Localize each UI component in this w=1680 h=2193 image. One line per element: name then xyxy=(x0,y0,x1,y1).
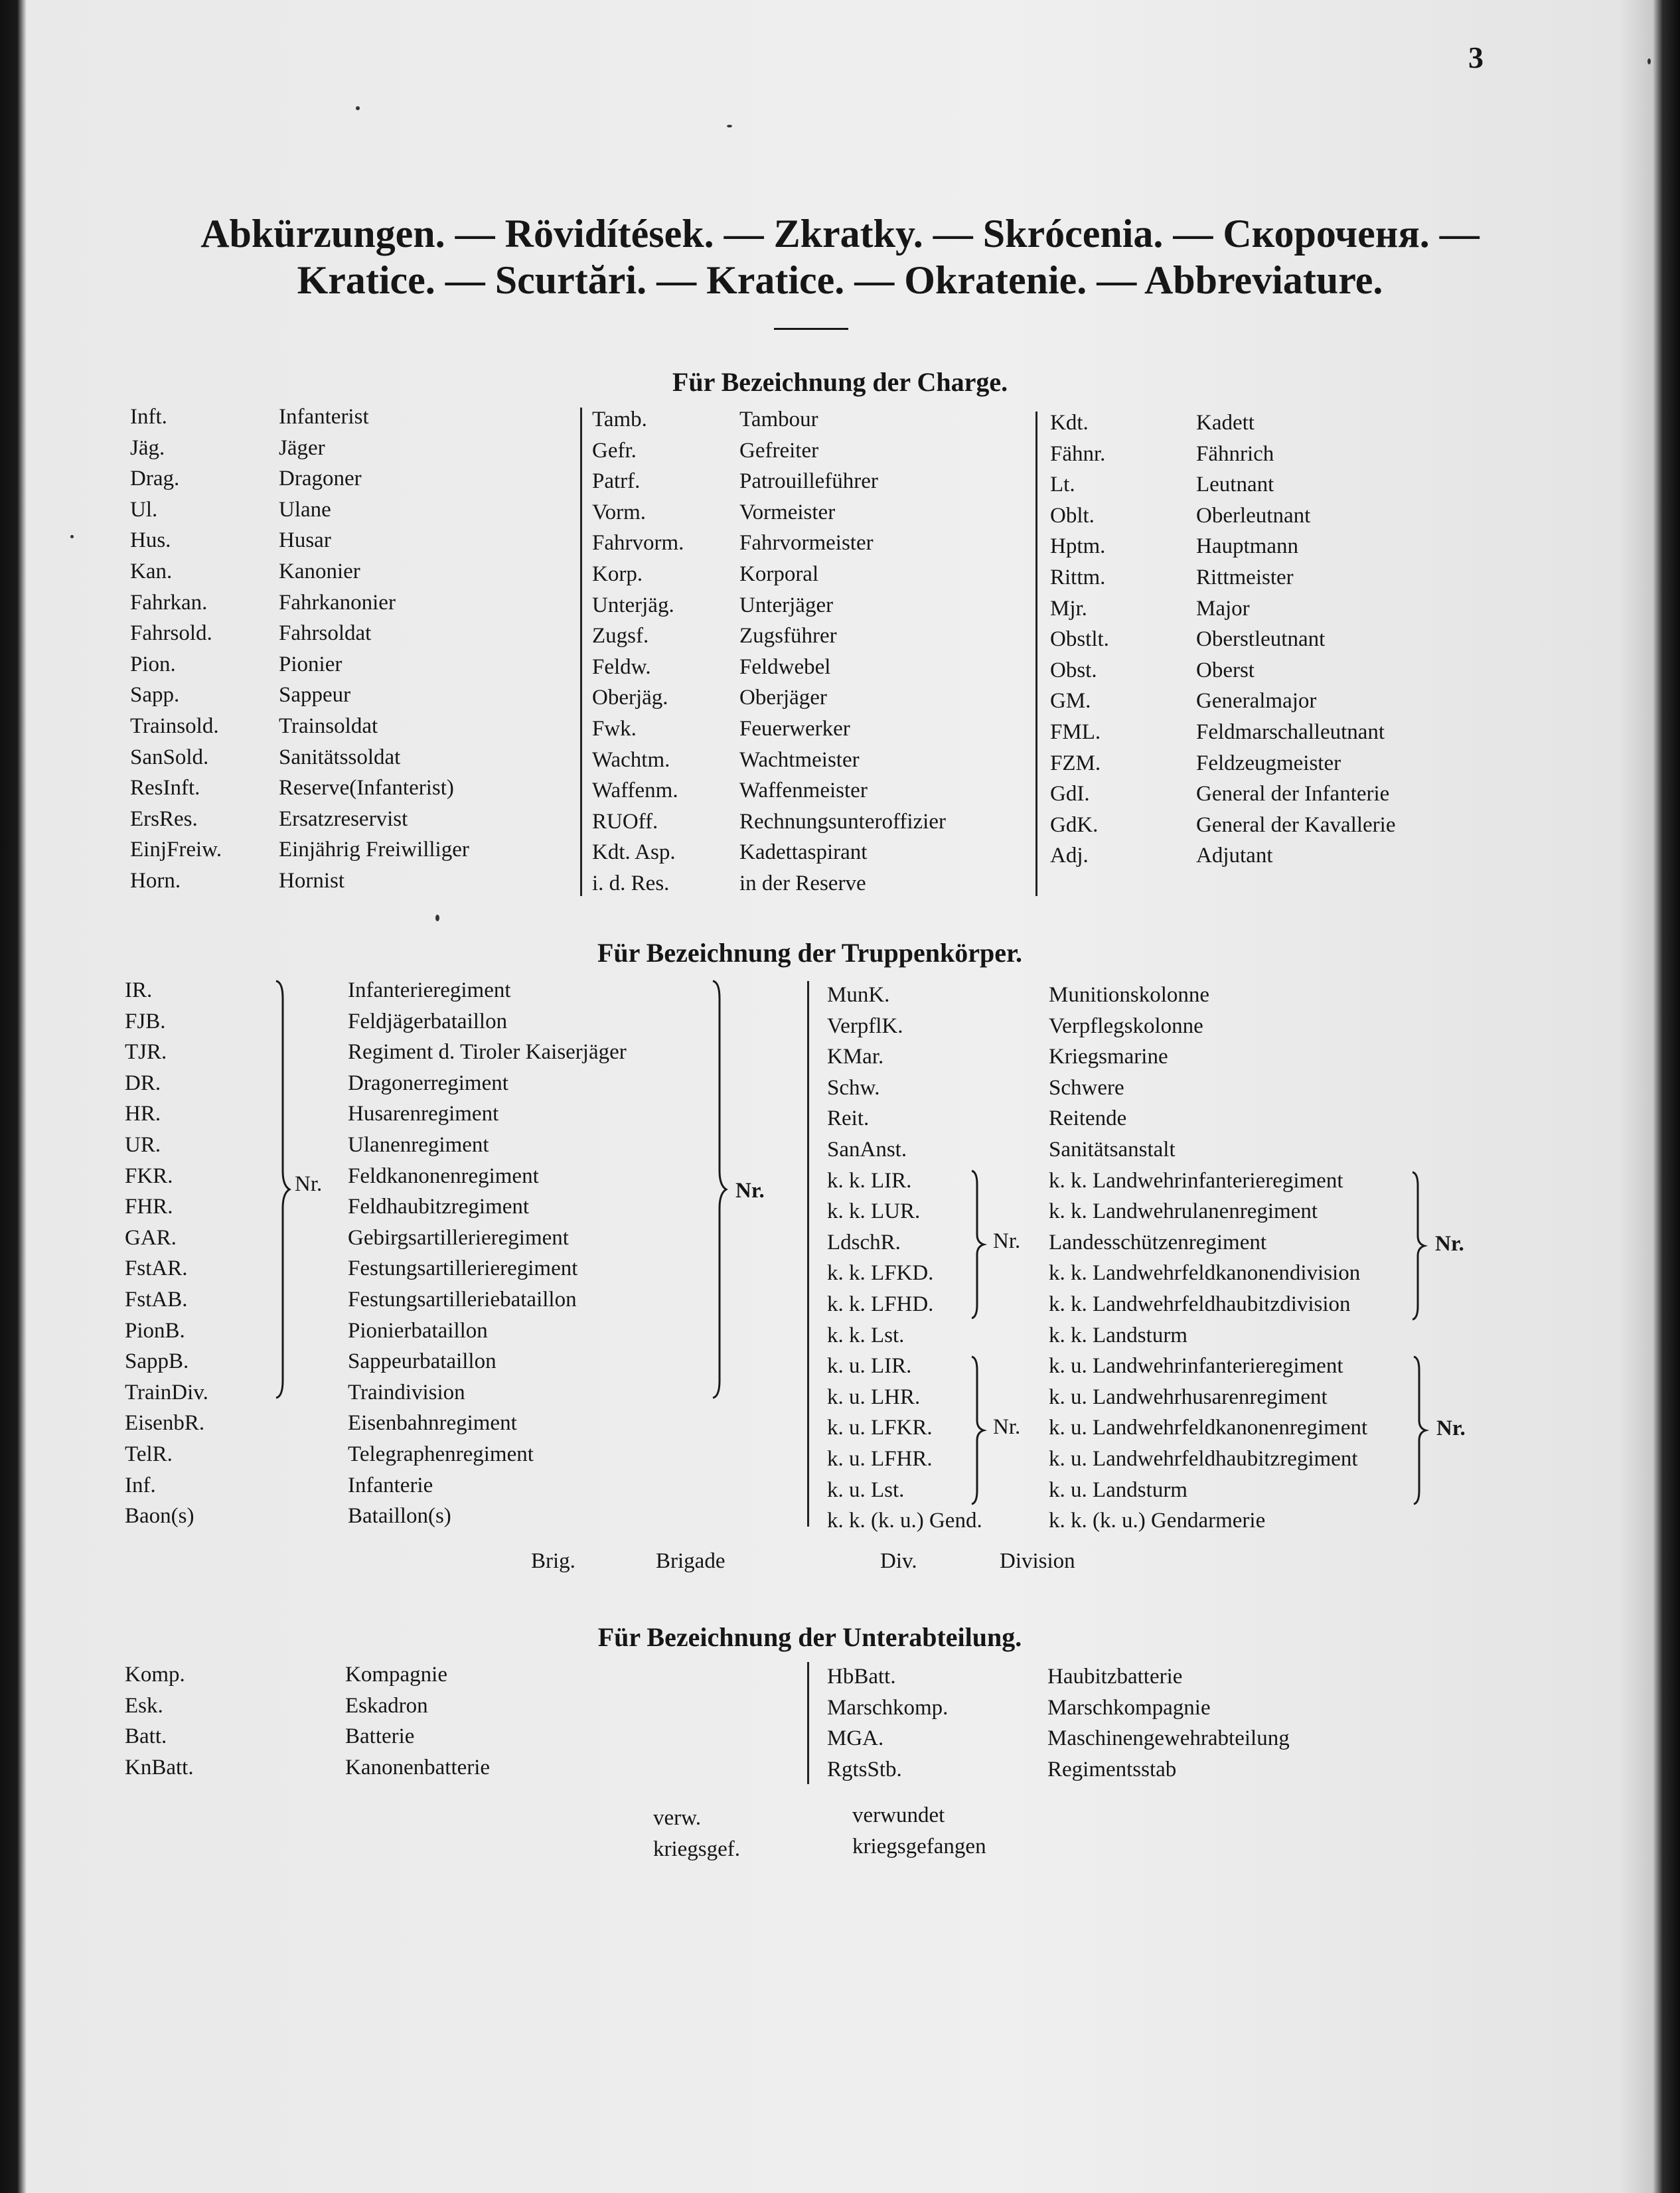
full-term: Regimentsstab xyxy=(1047,1757,1177,1781)
full-term: Feldzeugmeister xyxy=(1196,751,1341,775)
abbr: Kdt. xyxy=(1050,411,1089,435)
abbr: GdK. xyxy=(1050,812,1099,837)
full-term: Tambour xyxy=(739,408,818,431)
abbr: RgtsStb. xyxy=(827,1757,902,1781)
nr-label: Nr. xyxy=(1436,1416,1466,1440)
full-term: Rittmeister xyxy=(1196,565,1294,589)
full-term: Gefreiter xyxy=(739,438,819,463)
full-term: Hauptmann xyxy=(1196,534,1298,559)
abbr: kriegsgef. xyxy=(653,1837,741,1861)
abbr: Oblt. xyxy=(1050,503,1095,528)
abbr: Fähnr. xyxy=(1050,441,1106,466)
abbr: FKR. xyxy=(125,1164,173,1188)
full-term: k. k. Landwehrfeldhaubitzdivision xyxy=(1049,1292,1351,1316)
charge-col3-full-list xyxy=(1196,408,1395,871)
abbr: k. u. LFKR. xyxy=(827,1416,933,1440)
full-term: General der Infanterie xyxy=(1196,782,1390,806)
scan-speck xyxy=(727,125,732,127)
full-term: Infanterie xyxy=(348,1473,433,1497)
full-term: Generalmajor xyxy=(1196,689,1317,714)
abbr: SanSold. xyxy=(130,745,209,769)
full-term: Marschkompagnie xyxy=(1047,1695,1211,1720)
full-term: Waffenmeister xyxy=(739,779,868,803)
abbr: EisenbR. xyxy=(125,1411,205,1436)
full-term: Adjutant xyxy=(1196,844,1273,868)
full-term: Kanonier xyxy=(279,559,360,583)
abbr: FHR. xyxy=(125,1195,173,1219)
abbr: Rittm. xyxy=(1050,565,1106,589)
main-heading-line-2: Kratice. — Scurtări. — Kratice. — Okratenie. — Abbreviature. xyxy=(297,258,1383,302)
abbr: k. k. LIR. xyxy=(827,1168,912,1193)
full-term: Sappeurbataillon xyxy=(348,1349,496,1374)
abbr: FstAR. xyxy=(125,1256,188,1281)
full-term: Husar xyxy=(279,528,331,553)
column-divider xyxy=(580,408,582,896)
full-term: Sanitätsanstalt xyxy=(1049,1137,1176,1162)
charge-col1-abbr-list xyxy=(130,402,222,897)
full-term: Unterjäger xyxy=(739,593,834,617)
charge-col2-full-list xyxy=(739,404,946,899)
full-term: Jäger xyxy=(279,435,325,460)
full-term: Patrouilleführer xyxy=(739,469,878,494)
abbr: Kan. xyxy=(130,559,173,583)
abbr: Hptm. xyxy=(1050,534,1106,559)
abbr: verw. xyxy=(653,1806,702,1830)
div-abbr: Div. xyxy=(880,1549,917,1573)
abbr: EinjFreiw. xyxy=(130,838,222,862)
abbr: Pion. xyxy=(130,652,176,676)
full-term: Sanitätssoldat xyxy=(279,745,401,769)
abbr: Jäg. xyxy=(130,435,165,460)
scan-speck xyxy=(356,106,360,110)
charge-col2-abbr-list xyxy=(592,404,684,899)
misc-abbr-list xyxy=(653,1803,740,1864)
nr-label: Nr. xyxy=(993,1415,1021,1439)
full-term: Dragoner xyxy=(279,467,362,491)
full-term: Feldkanonenregiment xyxy=(348,1164,539,1188)
misc-full-list xyxy=(852,1800,986,1862)
abbr: Obst. xyxy=(1050,658,1097,682)
page-number: 3 xyxy=(1468,40,1484,74)
full-term: Fähnrich xyxy=(1196,441,1274,466)
abbr: MunK. xyxy=(827,983,890,1007)
abbr: Trainsold. xyxy=(130,714,219,738)
abbr: Mjr. xyxy=(1050,596,1087,621)
full-term: Oberst xyxy=(1196,658,1255,682)
abbr: FJB. xyxy=(125,1009,166,1033)
full-term: Feuerwerker xyxy=(739,716,850,741)
full-term: Vormeister xyxy=(739,500,836,524)
full-term: Hornist xyxy=(279,868,344,893)
column-divider xyxy=(807,1662,809,1784)
troops-right-full-list xyxy=(1049,980,1367,1537)
charge-col3-abbr-list xyxy=(1050,408,1109,871)
abbr: Vorm. xyxy=(592,500,646,524)
nr-label: Nr. xyxy=(735,1179,765,1203)
full-term: Festungsartilleriebataillon xyxy=(348,1287,577,1312)
full-term: Infanterieregiment xyxy=(348,978,511,1002)
abbr: Lt. xyxy=(1050,473,1075,497)
abbr: Sapp. xyxy=(130,683,180,708)
full-term: Feldhaubitzregiment xyxy=(348,1195,530,1219)
abbr: UR. xyxy=(125,1132,161,1157)
abbr: Inft. xyxy=(130,405,167,429)
brig-abbr: Brig. xyxy=(531,1549,575,1573)
abbr: Schw. xyxy=(827,1075,880,1100)
subdivision-right-full-list xyxy=(1047,1661,1290,1785)
abbr: TrainDiv. xyxy=(125,1380,208,1404)
kk-group-brace xyxy=(969,1168,988,1321)
full-term: Bataillon(s) xyxy=(348,1504,451,1529)
abbr: KnBatt. xyxy=(125,1755,194,1779)
full-term: Leutnant xyxy=(1196,473,1274,497)
abbr: Reit. xyxy=(827,1106,870,1131)
abbr: Esk. xyxy=(125,1693,163,1718)
abbr: GdI. xyxy=(1050,782,1090,806)
abbr: HR. xyxy=(125,1102,161,1126)
abbr: Gefr. xyxy=(592,438,637,463)
full-term: k. u. Landsturm xyxy=(1049,1477,1187,1502)
full-term: Major xyxy=(1196,596,1250,621)
abbr: Adj. xyxy=(1050,844,1089,868)
abbr: IR. xyxy=(125,978,153,1002)
abbr: TelR. xyxy=(125,1442,173,1466)
abbr: Batt. xyxy=(125,1724,167,1749)
full-term: Festungsartillerieregiment xyxy=(348,1256,578,1281)
full-term: k. k. Landwehrinfanterieregiment xyxy=(1049,1168,1343,1193)
abbr: Fahrsold. xyxy=(130,621,212,646)
full-term: Zugsführer xyxy=(739,624,837,648)
nr-label: Nr. xyxy=(1435,1232,1464,1256)
full-term: Gebirgsartillerieregiment xyxy=(348,1225,569,1250)
abbr: Unterjäg. xyxy=(592,593,674,617)
full-term: Kadett xyxy=(1196,411,1255,435)
abbr: k. u. LFHR. xyxy=(827,1446,933,1471)
full-term: Fahrsoldat xyxy=(279,621,372,646)
full-term: Ersatzreservist xyxy=(279,806,408,831)
full-term: Pionierbataillon xyxy=(348,1318,488,1343)
full-term: Reitende xyxy=(1049,1106,1127,1131)
abbr: k. u. LHR. xyxy=(827,1385,921,1409)
full-term: Oberleutnant xyxy=(1196,503,1311,528)
full-term: Feldmarschalleutnant xyxy=(1196,719,1385,744)
kk-group-outer-brace xyxy=(1410,1170,1428,1322)
full-term: Dragonerregiment xyxy=(348,1071,508,1095)
full-term: Feldwebel xyxy=(739,654,831,679)
troops-left-full-list xyxy=(348,975,627,1532)
abbr: Waffenm. xyxy=(592,779,678,803)
full-term: k. k. Landwehrulanenregiment xyxy=(1049,1199,1318,1224)
main-heading-line-1: Abkürzungen. — Rövidítések. — Zkratky. — Skrócenia. — Скороченя. — xyxy=(200,212,1480,256)
full-term: Kadettaspirant xyxy=(739,840,868,865)
abbr: k. u. LIR. xyxy=(827,1354,912,1379)
abbr: PionB. xyxy=(125,1318,185,1343)
full-term: Traindivision xyxy=(348,1380,465,1404)
full-term: Eisenbahnregiment xyxy=(348,1411,517,1436)
abbr: Obstlt. xyxy=(1050,627,1109,652)
column-divider xyxy=(1035,412,1037,896)
full-term: Reserve(Infanterist) xyxy=(279,776,454,800)
full-term: Pionier xyxy=(279,652,343,676)
abbr: FstAB. xyxy=(125,1287,188,1312)
abbr: Feldw. xyxy=(592,654,651,679)
full-term: k. k. Landwehrfeldkanonendivision xyxy=(1049,1261,1361,1286)
full-term: k. u. Landwehrfeldhaubitzregiment xyxy=(1049,1446,1358,1471)
abbr: KMar. xyxy=(827,1045,884,1069)
abbr: Marschkomp. xyxy=(827,1695,949,1720)
abbr: FML. xyxy=(1050,719,1101,744)
abbr: k. k. LFKD. xyxy=(827,1261,934,1286)
ku-group-outer-brace xyxy=(1411,1354,1430,1507)
abbr: SappB. xyxy=(125,1349,189,1374)
abbr: GAR. xyxy=(125,1225,177,1250)
abbr: Korp. xyxy=(592,562,643,586)
full-term: Maschinengewehrabteilung xyxy=(1047,1726,1290,1751)
abbr: HbBatt. xyxy=(827,1665,896,1689)
abbr: k. u. Lst. xyxy=(827,1477,905,1502)
full-term: Wachtmeister xyxy=(739,747,860,772)
full-term: Husarenregiment xyxy=(348,1102,499,1126)
full-term: Feldjägerbataillon xyxy=(348,1009,508,1033)
subdivision-left-full-list xyxy=(345,1659,490,1783)
full-term: General der Kavallerie xyxy=(1196,812,1396,837)
full-term: Schwere xyxy=(1049,1075,1124,1100)
troops-section-title: Für Bezeichnung der Truppenkörper. xyxy=(597,938,1023,968)
full-term: Eskadron xyxy=(345,1693,428,1718)
full-term: Ulanenregiment xyxy=(348,1132,489,1157)
abbr: SanAnst. xyxy=(827,1137,907,1162)
full-term: Regiment d. Tiroler Kaiserjäger xyxy=(348,1040,627,1065)
div-full: Division xyxy=(1000,1549,1075,1573)
full-term: k. u. Landwehrinfanterieregiment xyxy=(1049,1354,1343,1379)
full-term: in der Reserve xyxy=(739,871,866,895)
full-term: Landesschützenregiment xyxy=(1049,1230,1267,1254)
abbr: FZM. xyxy=(1050,751,1101,775)
troops-left-abbr-list xyxy=(125,975,208,1532)
abbr: Oberjäg. xyxy=(592,686,668,710)
full-term: k. k. Landsturm xyxy=(1049,1323,1187,1347)
abbr: DR. xyxy=(125,1071,161,1095)
full-term: Sappeur xyxy=(279,683,351,708)
full-term: Einjährig Freiwilliger xyxy=(279,838,469,862)
abbr: Fwk. xyxy=(592,716,637,741)
full-term: Verpflegskolonne xyxy=(1049,1014,1203,1038)
full-term: Kanonenbatterie xyxy=(345,1755,491,1779)
abbr: Ul. xyxy=(130,497,158,522)
full-term: Ulane xyxy=(279,497,331,522)
abbr: k. k. LUR. xyxy=(827,1199,921,1224)
abbr: TJR. xyxy=(125,1040,167,1065)
abbr: Tamb. xyxy=(592,408,647,431)
full-term: k. u. Landwehrfeldkanonenregiment xyxy=(1049,1416,1368,1440)
abbr: MGA. xyxy=(827,1726,884,1751)
abbr: RUOff. xyxy=(592,809,658,834)
column-divider xyxy=(807,981,809,1527)
full-term: Oberstleutnant xyxy=(1196,627,1326,652)
subdivision-left-abbr-list xyxy=(125,1659,194,1783)
full-term: Kompagnie xyxy=(345,1663,447,1687)
abbr: Horn. xyxy=(130,868,181,893)
troops-right-abbr-list xyxy=(827,980,982,1537)
abbr: GM. xyxy=(1050,689,1091,714)
abbr: Fahrkan. xyxy=(130,590,208,615)
full-term: Kriegsmarine xyxy=(1049,1045,1168,1069)
full-term: Telegraphenregiment xyxy=(348,1442,534,1466)
full-term: Munitionskolonne xyxy=(1049,983,1210,1007)
full-term: Batterie xyxy=(345,1724,415,1749)
full-term: kriegsgefangen xyxy=(852,1834,986,1858)
scan-speck xyxy=(70,535,74,538)
full-term: Haubitzbatterie xyxy=(1047,1665,1183,1689)
nr-label: Nr. xyxy=(295,1172,323,1196)
right-curly-brace-nr xyxy=(710,978,730,1400)
abbr: k. k. LFHD. xyxy=(827,1292,934,1316)
abbr: i. d. Res. xyxy=(592,871,670,895)
ku-group-brace xyxy=(969,1354,988,1507)
abbr: Drag. xyxy=(130,467,180,491)
abbr: Fahrvorm. xyxy=(592,531,684,556)
abbr: Hus. xyxy=(130,528,171,553)
full-term: Trainsoldat xyxy=(279,714,378,738)
heading-rule xyxy=(774,328,848,330)
subdivision-section-title: Für Bezeichnung der Unterabteilung. xyxy=(597,1622,1022,1652)
full-term: verwundet xyxy=(852,1803,945,1827)
full-term: Fahrkanonier xyxy=(279,590,396,615)
charge-col1-full-list xyxy=(279,402,469,897)
nr-label: Nr. xyxy=(993,1229,1021,1253)
abbr: VerpflK. xyxy=(827,1014,903,1038)
full-term: Fahrvormeister xyxy=(739,531,874,556)
full-term: k. k. (k. u.) Gendarmerie xyxy=(1049,1509,1266,1533)
scan-speck xyxy=(435,915,439,921)
subdivision-right-abbr-list xyxy=(827,1661,948,1785)
full-term: Rechnungsunteroffizier xyxy=(739,809,946,834)
full-term: Korporal xyxy=(739,562,819,586)
abbr: Patrf. xyxy=(592,469,641,494)
abbr: ErsRes. xyxy=(130,806,198,831)
full-term: Oberjäger xyxy=(739,686,827,710)
full-term: k. u. Landwehrhusarenregiment xyxy=(1049,1385,1328,1409)
abbr: Komp. xyxy=(125,1663,185,1687)
abbr: ResInft. xyxy=(130,776,200,800)
charge-section-title: Für Bezeichnung der Charge. xyxy=(672,367,1008,397)
abbr: Baon(s) xyxy=(125,1504,194,1529)
abbr: k. k. Lst. xyxy=(827,1323,905,1347)
scan-speck xyxy=(1647,58,1651,64)
left-curly-brace-nr xyxy=(272,978,292,1400)
abbr: Inf. xyxy=(125,1473,156,1497)
abbr: LdschR. xyxy=(827,1230,901,1254)
full-term: Infanterist xyxy=(279,405,369,429)
abbr: Wachtm. xyxy=(592,747,670,772)
abbr: k. k. (k. u.) Gend. xyxy=(827,1509,982,1533)
abbr: Zugsf. xyxy=(592,624,649,648)
abbr: Kdt. Asp. xyxy=(592,840,676,865)
brig-full: Brigade xyxy=(656,1549,725,1573)
